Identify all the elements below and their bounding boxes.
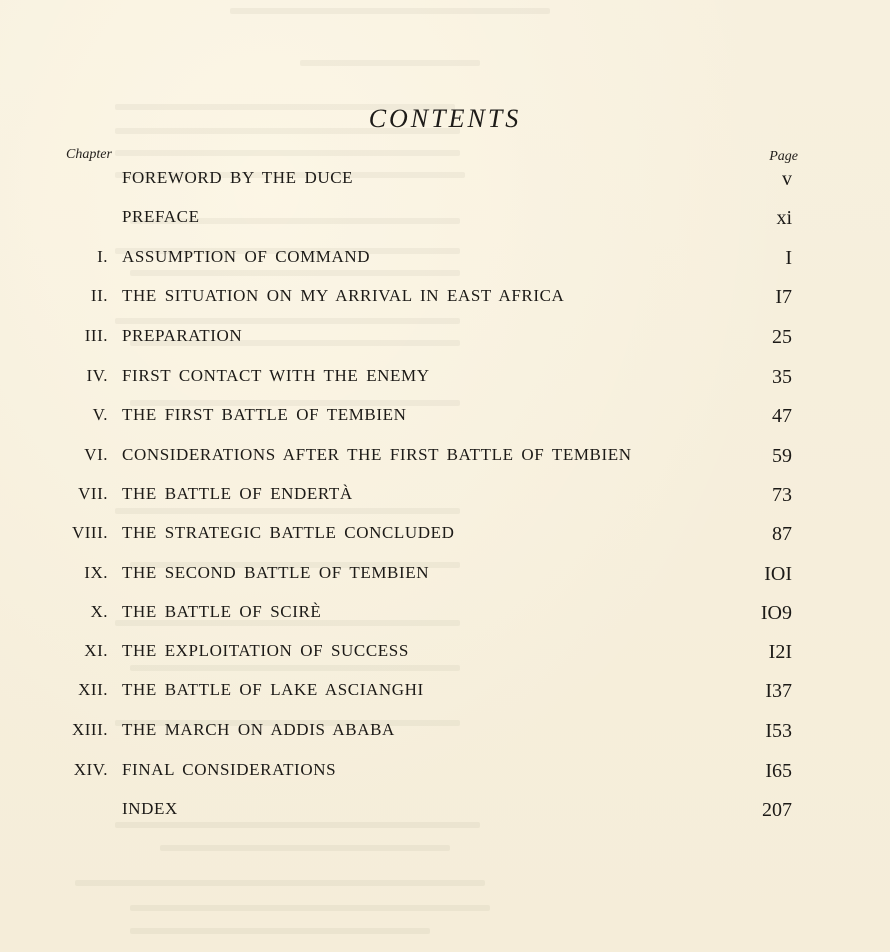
page-number: 35 [772, 366, 792, 388]
chapter-number: V. [92, 405, 108, 424]
page-number: IO9 [760, 602, 792, 624]
toc-entry[interactable] [0, 445, 890, 475]
toc-entry-preface[interactable] [0, 207, 890, 237]
chapter-title: PREPARATION [122, 326, 243, 345]
toc-entry[interactable] [0, 680, 890, 710]
toc-entry-foreword[interactable] [0, 168, 890, 198]
toc-entry-index[interactable] [0, 799, 890, 829]
chapter-title: THE STRATEGIC BATTLE CONCLUDED [122, 523, 455, 542]
chapter-number: XIV. [73, 760, 108, 779]
toc-entry[interactable] [0, 641, 890, 671]
toc-entry[interactable] [0, 602, 890, 632]
chapter-number: II. [90, 286, 108, 305]
toc-entry[interactable] [0, 405, 890, 435]
toc-entry[interactable] [0, 366, 890, 396]
chapter-number: XIII. [71, 720, 108, 739]
page-number: IOI [764, 563, 792, 585]
chapter-number: I. [97, 247, 108, 266]
page-number: 25 [772, 326, 792, 348]
chapter-title: THE FIRST BATTLE OF TEMBIEN [122, 405, 407, 424]
chapter-title: INDEX [122, 799, 178, 818]
toc-entry[interactable] [0, 484, 890, 514]
chapter-title: PREFACE [122, 207, 200, 226]
chapter-number: VI. [84, 445, 108, 464]
chapter-number: III. [84, 326, 108, 345]
chapter-title: THE BATTLE OF LAKE ASCIANGHI [122, 680, 424, 699]
chapter-column-header: Chapter [66, 147, 112, 162]
page-number: xi [776, 207, 792, 229]
page-number: 59 [772, 445, 792, 467]
chapter-title: ASSUMPTION OF COMMAND [122, 247, 371, 266]
chapter-number: IV. [86, 366, 108, 385]
chapter-title: FIRST CONTACT WITH THE ENEMY [122, 366, 430, 385]
chapter-number: VII. [78, 484, 108, 503]
toc-entry[interactable] [0, 760, 890, 790]
chapter-number: XI. [84, 641, 108, 660]
toc-entry[interactable] [0, 286, 890, 316]
page-column-header: Page [769, 149, 798, 164]
toc-entry[interactable] [0, 523, 890, 553]
toc-entry[interactable] [0, 326, 890, 356]
page-number: 207 [762, 799, 792, 821]
chapter-title: THE MARCH ON ADDIS ABABA [122, 720, 395, 739]
toc-entry[interactable] [0, 247, 890, 277]
chapter-title: THE SECOND BATTLE OF TEMBIEN [122, 563, 430, 582]
page-number: I2I [768, 641, 792, 663]
chapter-title: FOREWORD BY THE DUCE [122, 168, 354, 187]
toc-entry[interactable] [0, 720, 890, 750]
page-title: CONTENTS [368, 104, 522, 133]
chapter-number: X. [90, 602, 108, 621]
page-number: I7 [775, 286, 792, 308]
chapter-title: FINAL CONSIDERATIONS [122, 760, 337, 779]
page-number: 47 [772, 405, 792, 427]
chapter-title: CONSIDERATIONS AFTER THE FIRST BATTLE OF TEMBIEN [122, 445, 632, 464]
page-number: I65 [765, 760, 792, 782]
page-number: I [785, 247, 792, 269]
page-number: I53 [765, 720, 792, 742]
chapter-number: XII. [78, 680, 108, 699]
toc-entry[interactable] [0, 563, 890, 593]
page-number: v [782, 168, 792, 190]
chapter-title: THE EXPLOITATION OF SUCCESS [122, 641, 409, 660]
chapter-title: THE BATTLE OF ENDERTÀ [122, 484, 353, 503]
chapter-number: VIII. [71, 523, 108, 542]
page-number: I37 [765, 680, 792, 702]
page-number: 73 [772, 484, 792, 506]
chapter-title: THE SITUATION ON MY ARRIVAL IN EAST AFRICA [122, 286, 565, 305]
chapter-title: THE BATTLE OF SCIRÈ [122, 602, 322, 621]
chapter-number: IX. [84, 563, 108, 582]
page-number: 87 [772, 523, 792, 545]
